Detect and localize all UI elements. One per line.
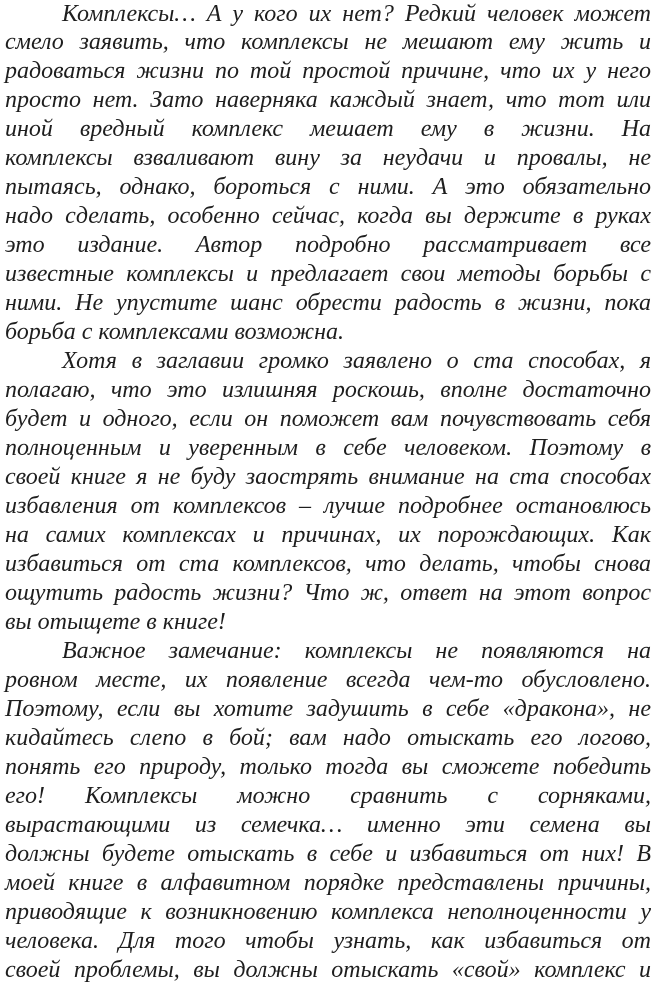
text-line: понять его природу, только тогда вы сможете победить xyxy=(5,754,651,780)
text-line: пытаясь, однако, бороться с ними. А это обязательно xyxy=(5,174,651,200)
text-line: приводящие к возникновению комплекса неполноценности у xyxy=(5,899,651,925)
text-line: кидайтесь слепо в бой; вам надо отыскать его логово, xyxy=(5,725,651,751)
text-line: своей проблемы, вы должны отыскать «свой» комплекс и xyxy=(5,957,651,983)
text-line: его! Комплексы можно сравнить с сорняками, xyxy=(5,783,651,809)
text-line: это издание. Автор подробно рассматривает все xyxy=(5,232,651,258)
text-line: моей книге в алфавитном порядке представлены причины, xyxy=(5,870,651,896)
text-line: Поэтому, если вы хотите задушить в себе «дракона», не xyxy=(5,696,651,722)
text-line: просто нет. Зато наверняка каждый знает, что тот или xyxy=(5,87,651,113)
text-line: вырастающими из семечка… именно эти семена вы xyxy=(5,812,651,838)
text-line: комплексы взваливают вину за неудачи и провалы, не xyxy=(5,145,651,171)
text-line: борьба с комплексами возможна. xyxy=(5,319,344,345)
text-line: будет и одного, если он поможет вам почувствовать себя xyxy=(5,406,651,432)
text-line: вы отыщете в книге! xyxy=(5,609,226,635)
text-line: иной вредный комплекс мешает ему в жизни. На xyxy=(5,116,651,142)
text-line: своей книге я не буду заострять внимание на ста способах xyxy=(5,464,651,490)
text-line: Комплексы… А у кого их нет? Редкий человек может xyxy=(62,1,651,27)
text-line: Важное замечание: комплексы не появляются на xyxy=(62,638,651,664)
text-line: полагаю, что это излишняя роскошь, вполне достаточно xyxy=(5,377,651,403)
text-line: ровном месте, их появление всегда чем-то обусловлено. xyxy=(5,667,651,693)
text-line: должны будете отыскать в себе и избавиться от них! В xyxy=(5,841,651,867)
text-line: радоваться жизни по той простой причине, что их у него xyxy=(5,58,651,84)
text-line: известные комплексы и предлагает свои методы борьбы с xyxy=(5,261,651,287)
text-line: ощутить радость жизни? Что ж, ответ на этот вопрос xyxy=(5,580,651,606)
text-line: Хотя в заглавии громко заявлено о ста способах, я xyxy=(62,348,651,374)
text-line: человека. Для того чтобы узнать, как избавиться от xyxy=(5,928,651,954)
text-line: на самих комплексах и причинах, их порождающих. Как xyxy=(5,522,651,548)
text-line: избавления от комплексов – лучше подробнее остановлюсь xyxy=(5,493,651,519)
text-line: избавиться от ста комплексов, что делать, чтобы снова xyxy=(5,551,651,577)
text-line: смело заявить, что комплексы не мешают ему жить и xyxy=(5,29,651,55)
text-line: надо сделать, особенно сейчас, когда вы держите в руках xyxy=(5,203,651,229)
text-line: полноценным и уверенным в себе человеком. Поэтому в xyxy=(5,435,651,461)
text-line: ними. Не упустите шанс обрести радость в жизни, пока xyxy=(5,290,651,316)
